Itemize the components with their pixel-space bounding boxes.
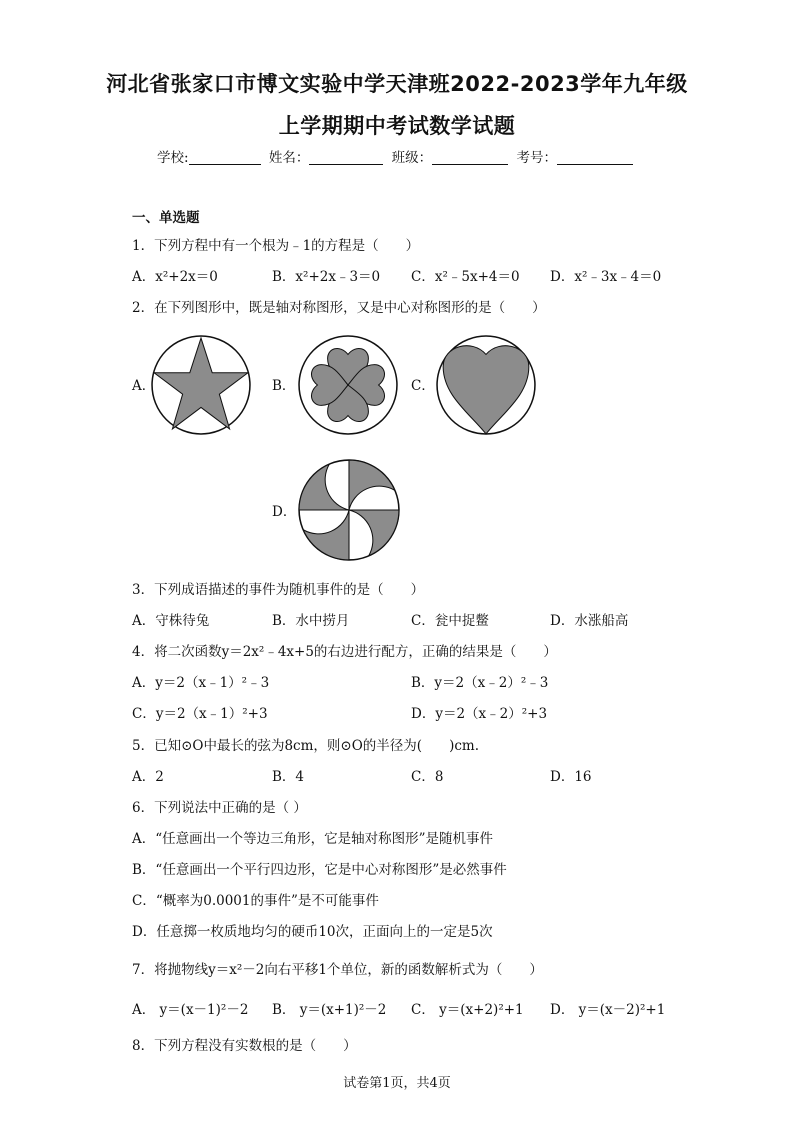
q4-option-c[interactable]: C．y＝2（x﹣1）²+3 xyxy=(132,706,268,722)
q7-a-expr: y＝(x－1)²－2 xyxy=(159,1002,249,1018)
q2-option-c-label[interactable]: C． xyxy=(411,378,435,394)
q1-b-expr: x²+2x﹣3＝0 xyxy=(295,269,381,285)
q7-option-a[interactable]: A． y＝(x－1)²－2 xyxy=(132,1002,249,1018)
q2-stem: 2．在下列图形中，既是轴对称图形，又是中心对称图形的是（ ） xyxy=(132,300,546,316)
q1-option-a[interactable]: A．x²+2x＝0 xyxy=(132,269,218,285)
star-in-circle-figure[interactable] xyxy=(150,334,252,436)
school-label: 学校: xyxy=(157,150,189,166)
four-hearts-in-circle-figure[interactable] xyxy=(297,334,399,436)
class-blank[interactable] xyxy=(432,150,508,165)
q4-option-b[interactable]: B．y＝2（x﹣2）²﹣3 xyxy=(411,675,549,691)
q6-option-d[interactable]: D．任意掷一枚质地均匀的硬币10次，正面向上的一定是5次 xyxy=(132,924,493,940)
exam-title-line2: 上学期期中考试数学试题 xyxy=(278,114,516,138)
name-label: 姓名： xyxy=(268,150,310,166)
q6-option-c[interactable]: C．“概率为0.0001的事件”是不可能事件 xyxy=(132,893,379,909)
student-info-row xyxy=(0,146,794,166)
q7-option-d[interactable]: D． y＝(x－2)²+1 xyxy=(550,1002,666,1018)
class-label: 班级： xyxy=(391,150,433,166)
q2-option-a-label[interactable]: A． xyxy=(132,378,156,394)
q5-option-a[interactable]: A．2 xyxy=(132,769,164,785)
q2-option-b-label[interactable]: B． xyxy=(272,378,296,394)
q3-stem: 3．下列成语描述的事件为随机事件的是（ ） xyxy=(132,582,425,598)
q3-option-c[interactable]: C．瓮中捉鳖 xyxy=(411,613,489,629)
q1-option-b[interactable]: B．x²+2x﹣3＝0 xyxy=(272,269,381,285)
name-blank[interactable] xyxy=(309,150,383,165)
q2-option-d-label[interactable]: D． xyxy=(272,504,297,520)
section-heading: 一、单选题 xyxy=(132,210,200,226)
q4-stem: 4．将二次函数y＝2x²﹣4x+5的右边进行配方，正确的结果是（ ） xyxy=(132,644,557,660)
q5-option-b[interactable]: B．4 xyxy=(272,769,305,785)
q6-stem: 6．下列说法中正确的是（ ） xyxy=(132,800,307,816)
q5-option-d[interactable]: D．16 xyxy=(550,769,592,785)
pinwheel-in-circle-figure[interactable] xyxy=(297,458,401,562)
q7-option-c[interactable]: C． y＝(x+2)²+1 xyxy=(411,1002,524,1018)
exam-title-line1: 河北省张家口市博文实验中学天津班2022-2023学年九年级 xyxy=(106,72,688,96)
q7-c-expr: y＝(x+2)²+1 xyxy=(439,1002,524,1018)
number-blank[interactable] xyxy=(557,150,633,165)
q5-stem: 5．已知⊙O中最长的弦为8cm，则⊙O的半径为( )cm. xyxy=(132,738,479,754)
q1-stem: 1．下列方程中有一个根为﹣1的方程是（ ） xyxy=(132,238,420,254)
q7-stem: 7．将抛物线y＝x²－2向右平移1个单位，新的函数解析式为（ ） xyxy=(132,962,543,978)
school-blank[interactable] xyxy=(189,150,261,165)
q7-d-expr: y＝(x－2)²+1 xyxy=(578,1002,666,1018)
q3-option-b[interactable]: B．水中捞月 xyxy=(272,613,350,629)
q1-option-c[interactable]: C．x²﹣5x+4＝0 xyxy=(411,269,520,285)
q3-option-d[interactable]: D．水涨船高 xyxy=(550,613,629,629)
q7-option-b[interactable]: B． y＝(x+1)²－2 xyxy=(272,1002,387,1018)
q4-option-d[interactable]: D．y＝2（x﹣2）²+3 xyxy=(411,706,548,722)
number-label: 考号： xyxy=(516,150,557,166)
q5-option-c[interactable]: C．8 xyxy=(411,769,444,785)
q6-option-a[interactable]: A．“任意画出一个等边三角形，它是轴对称图形”是随机事件 xyxy=(132,831,494,847)
q1-option-d[interactable]: D．x²﹣3x﹣4＝0 xyxy=(550,269,662,285)
heart-in-circle-figure[interactable] xyxy=(435,334,537,436)
q7-b-expr: y＝(x+1)²－2 xyxy=(299,1002,387,1018)
q1-a-expr: x²+2x＝0 xyxy=(155,269,218,285)
q3-option-a[interactable]: A．守株待兔 xyxy=(132,613,210,629)
q1-d-expr: x²﹣3x﹣4＝0 xyxy=(574,269,662,285)
q8-stem: 8．下列方程没有实数根的是（ ） xyxy=(132,1038,357,1054)
q1-c-expr: x²﹣5x+4＝0 xyxy=(434,269,520,285)
q6-option-b[interactable]: B．“任意画出一个平行四边形，它是中心对称图形”是必然事件 xyxy=(132,862,507,878)
page-footer: 试卷第1页，共4页 xyxy=(343,1076,451,1091)
q4-option-a[interactable]: A．y＝2（x﹣1）²﹣3 xyxy=(132,675,270,691)
